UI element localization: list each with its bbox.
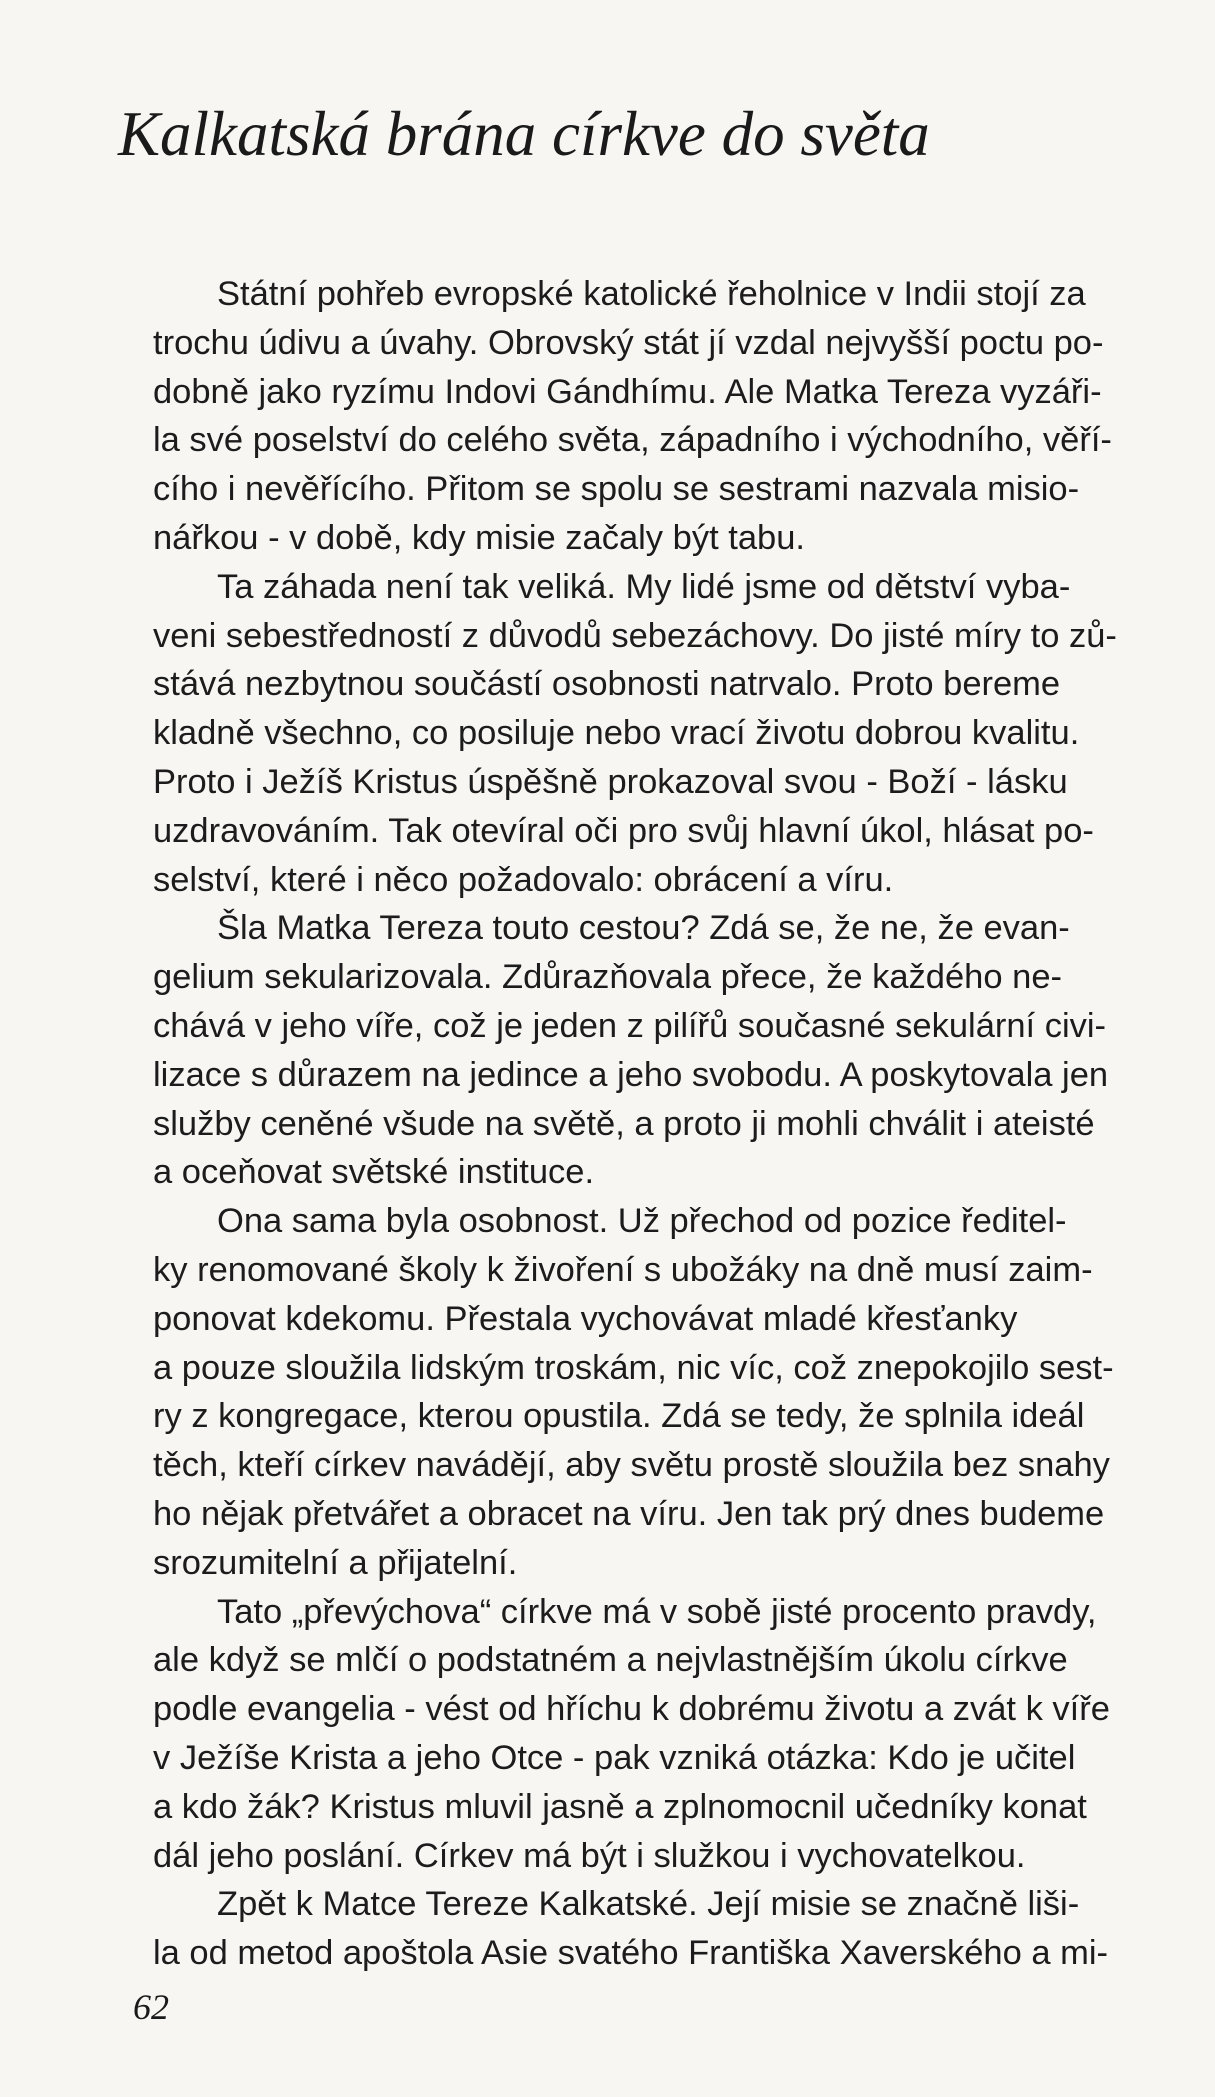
text-line: a pouze sloužila lidským troskám, nic víc, což znepokojilo sest- (153, 1348, 1114, 1387)
text-line: podle evangelia - vést od hříchu k dobrému životu a zvát k víře (153, 1690, 1110, 1729)
text-line: ponovat kdekomu. Přestala vychovávat mladé křesťanky (153, 1299, 1018, 1338)
page-number: 62 (133, 1987, 169, 2027)
text-line: ry z kongregace, kterou opustila. Zdá se tedy, že splnila ideál (153, 1397, 1085, 1436)
text-line: lizace s důrazem na jedince a jeho svobodu. A poskytovala jen (153, 1055, 1109, 1094)
text-line: ale když se mlčí o podstatném a nejvlastnějším úkolu církve (153, 1641, 1068, 1680)
text-line: Zpět k Matce Tereze Kalkatské. Její misie se značně liši- (217, 1885, 1080, 1924)
text-line: selství, které i něco požadovalo: obrácení a víru. (153, 860, 894, 899)
text-line: Proto i Ježíš Kristus úspěšně prokazoval svou - Boží - lásku (153, 762, 1068, 801)
text-line: cího i nevěřícího. Přitom se spolu se sestrami nazvala misio- (153, 470, 1080, 509)
text-line: služby ceněné všude na světě, a proto ji mohli chválit i ateisté (153, 1104, 1095, 1143)
text-line: a kdo žák? Kristus mluvil jasně a zplnomocnil učedníky konat (153, 1787, 1087, 1826)
text-line: ky renomované školy k živoření s ubožáky na dně musí zaim- (153, 1250, 1093, 1289)
text-line: v Ježíše Krista a jeho Otce - pak vzniká otázka: Kdo je učitel (153, 1738, 1076, 1777)
text-line: těch, kteří církev navádějí, aby světu prostě sloužila bez snahy (153, 1446, 1110, 1485)
text-line: dál jeho poslání. Církev má být i služkou i vychovatelkou. (153, 1836, 1026, 1875)
text-line: Ta záhada není tak veliká. My lidé jsme od dětství vyba- (217, 567, 1071, 606)
text-line: veni sebestředností z důvodů sebezáchovy. Do jisté míry to zů- (153, 616, 1117, 655)
text-line: a oceňovat světské instituce. (153, 1153, 595, 1192)
text-line: nářkou - v době, kdy misie začaly být tabu. (153, 518, 805, 557)
text-line: chává v jeho víře, což je jeden z pilířů současné sekulární civi- (153, 1006, 1107, 1045)
text-line: ho nějak přetvářet a obracet na víru. Jen tak prý dnes budeme (153, 1494, 1105, 1533)
text-line: Tato „převýchova“ církve má v sobě jisté procento pravdy, (217, 1592, 1097, 1631)
text-line: dobně jako ryzímu Indovi Gándhímu. Ale Matka Tereza vyzáři- (153, 372, 1102, 411)
text-line: Ona sama byla osobnost. Už přechod od pozice ředitel- (217, 1202, 1067, 1241)
text-line: uzdravováním. Tak otevíral oči pro svůj hlavní úkol, hlásat po- (153, 811, 1094, 850)
text-line: kladně všechno, co posiluje nebo vrací životu dobrou kvalitu. (153, 714, 1080, 753)
text-line: la své poselství do celého světa, západního i východního, věří- (153, 421, 1112, 460)
text-line: Státní pohřeb evropské katolické řeholnice v Indii stojí za (217, 275, 1086, 313)
text-line: srozumitelní a přijatelní. (153, 1543, 518, 1582)
text-line: Šla Matka Tereza touto cestou? Zdá se, že ne, že evan- (217, 909, 1070, 948)
chapter-title: Kalkatská brána církve do světa (118, 99, 930, 169)
text-line: stává nezbytnou součástí osobnosti natrvalo. Proto bereme (153, 665, 1061, 704)
text-line: la od metod apoštola Asie svatého Františka Xaverského a mi- (153, 1934, 1108, 1973)
text-line: trochu údivu a úvahy. Obrovský stát jí vzdal nejvyšší poctu po- (153, 323, 1104, 362)
body-text (153, 270, 1193, 1978)
text-line: gelium sekularizovala. Zdůrazňovala přece, že každého ne- (153, 958, 1062, 997)
